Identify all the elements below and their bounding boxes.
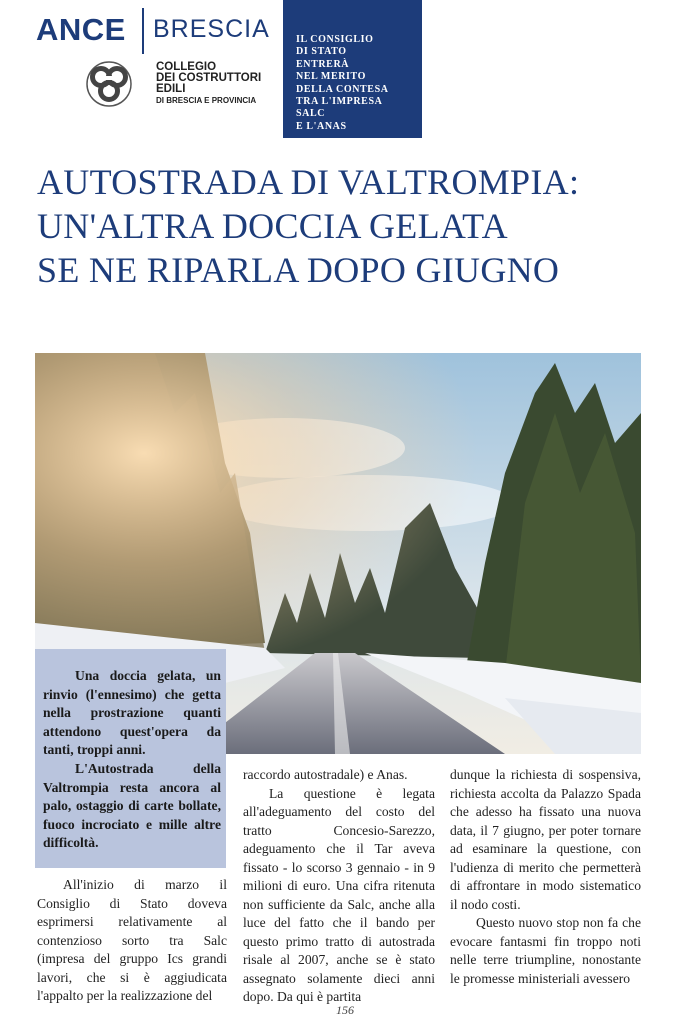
info-line: NEL MERITO — [296, 71, 366, 83]
ance-logo-text: ANCE — [36, 12, 126, 47]
summary-paragraph: L'Autostrada della Valtrompia resta ancora al palo, ostaggio di carte bollate, fuoco incrociato e mille altre difficoltà. — [43, 760, 221, 851]
body-paragraph: raccordo autostradale) e Anas. — [243, 767, 408, 782]
body-column-2 — [243, 766, 435, 1007]
info-line: DI STATO — [296, 46, 347, 58]
summary-text — [43, 667, 221, 853]
body-paragraph: dunque la richiesta di sospensiva, richiesta accolta da Palazzo Spada che adesso ha fissato una nuova data, il 7 giugno, per poter tornare ad esaminare la questione, con l'udienza di merito che permetterà di affrontare in modo sistematico il nodo costi. — [450, 767, 641, 912]
page-number: 156 — [336, 1003, 354, 1017]
info-line: E L'ANAS — [296, 120, 347, 132]
info-line: TRA L'IMPRESA — [296, 96, 383, 108]
info-line: IL CONSIGLIO — [296, 34, 374, 45]
logo-city: BRESCIA — [153, 15, 270, 43]
cec-emblem-icon — [85, 60, 133, 108]
logo-collegio-block — [156, 62, 261, 106]
body-column-3 — [450, 766, 641, 988]
info-line: SALC — [296, 108, 326, 120]
info-line: ENTRERÀ — [296, 58, 350, 70]
body-paragraph: All'inizio di marzo il Consiglio di Stato doveva esprimersi relativamente al contenzioso sorto tra Salc (impresa del gruppo Ics grandi lavori, che si è aggiudicata l'appalto per la realizzazione del — [37, 877, 227, 1003]
logo-collegio-line: EDILI — [156, 83, 186, 95]
title-line: AUTOSTRADA DI VALTROMPIA: — [37, 162, 580, 202]
title-line: SE NE RIPARLA DOPO GIUGNO — [37, 250, 560, 290]
body-paragraph: Questo nuovo stop non fa che evocare fantasmi fin troppo noti nelle terre triumpline, nonostante le promesse ministeriali avessero — [450, 915, 641, 986]
body-column-1 — [37, 876, 227, 1006]
article-title — [37, 160, 657, 292]
title-line: UN'ALTRA DOCCIA GELATA — [37, 206, 508, 246]
logo-collegio-line: COLLEGIO — [156, 61, 217, 73]
summary-paragraph: Una doccia gelata, un rinvio (l'ennesimo) che getta nella prostrazione quanti attendono quest'opera da tanti, troppi anni. — [43, 668, 221, 758]
info-line: DELLA CONTESA — [296, 83, 389, 95]
logo-divider — [142, 8, 144, 54]
info-box-text — [296, 34, 416, 133]
body-paragraph: La questione è legata all'adeguamento del costo del tratto Concesio-Sarezzo, adeguamento che il Tar aveva fissato - lo scorso 3 gennaio - in 9 milioni di euro. Una cifra ritenuta non sufficiente da Salc, anche alla luce del fatto che il bando per questo primo tratto di autostrada risale al 2007, anche se è stato assegnato solamente dieci anni dopo. Da qui è partita — [243, 785, 435, 1004]
logo-collegio-subline: DI BRESCIA E PROVINCIA — [156, 96, 257, 105]
logo-collegio-line: DEI COSTRUTTORI — [156, 72, 262, 84]
